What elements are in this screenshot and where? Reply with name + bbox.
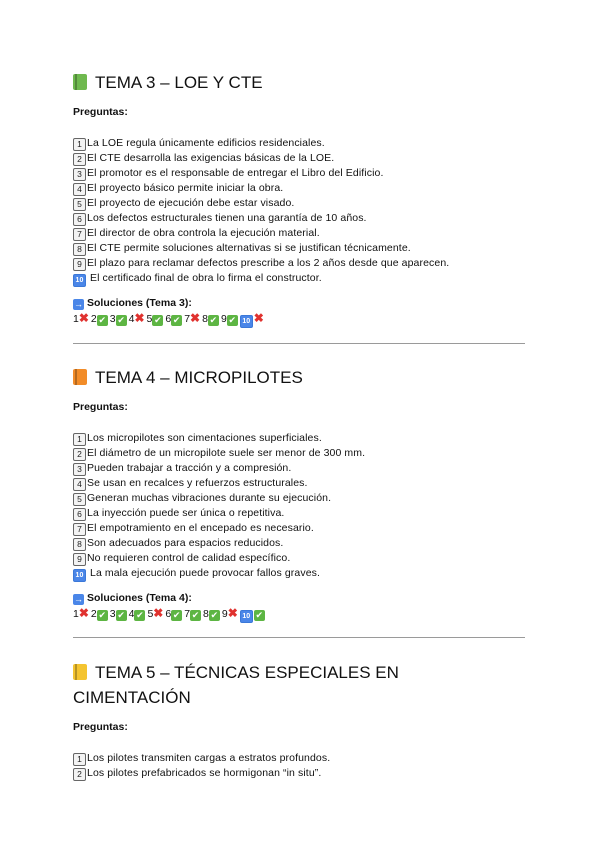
number-keycap-icon: 1 (73, 753, 86, 766)
question-text: No requieren control de calidad específico. (87, 552, 291, 564)
question-item (73, 491, 528, 506)
question-text: La inyección puede ser única o repetitiva. (87, 507, 285, 519)
answer-number: 4 (128, 313, 135, 325)
solutions-label: Soluciones (Tema 3): (87, 297, 192, 309)
answer-number: 7 (184, 608, 191, 620)
question-text: El promotor es el responsable de entregar el Libro del Edificio. (87, 167, 384, 179)
cross-mark-icon: ✖ (134, 311, 145, 325)
answer-number: 6 (165, 608, 172, 620)
question-text: Los pilotes transmiten cargas a estratos profundos. (87, 752, 331, 764)
section-heading (73, 365, 528, 390)
number-keycap-icon: 1 (73, 433, 86, 446)
question-text: Generan muchas vibraciones durante su ejecución. (87, 492, 332, 504)
question-item (73, 211, 528, 226)
question-item (73, 551, 528, 566)
number-keycap-icon: 5 (73, 493, 86, 506)
question-text: Pueden trabajar a tracción y a compresión. (87, 462, 292, 474)
answer-item (165, 607, 182, 621)
answer-item (184, 607, 201, 621)
question-item (73, 476, 528, 491)
answer-item (73, 311, 89, 326)
question-item (73, 446, 528, 461)
question-text: La LOE regula únicamente edificios residenciales. (87, 137, 325, 149)
answer-number: 9 (220, 313, 227, 325)
answer-number: 4 (128, 608, 135, 620)
question-text: El diámetro de un micropilote suele ser menor de 300 mm. (87, 447, 366, 459)
question-item (73, 196, 528, 211)
question-text: Los defectos estructurales tienen una garantía de 10 años. (87, 212, 367, 224)
section-heading (73, 660, 433, 710)
number-keycap-icon: 5 (73, 198, 86, 211)
answer-item (221, 312, 238, 326)
section-divider (73, 343, 525, 344)
answer-number: 9 (221, 608, 228, 620)
questions-label: Preguntas: (73, 106, 128, 118)
cross-mark-icon: ✖ (190, 311, 201, 325)
cross-mark-icon: ✖ (153, 606, 164, 620)
answer-key (73, 606, 528, 623)
solutions-heading (73, 296, 528, 310)
question-text: El CTE desarrolla las exigencias básicas de la LOE. (87, 152, 335, 164)
number-keycap-icon: 9 (73, 553, 86, 566)
answer-number: 1 (73, 608, 79, 620)
question-text: El proyecto de ejecución debe estar visado. (87, 197, 295, 209)
answer-number: 5 (147, 608, 154, 620)
check-mark-icon: ✔ (154, 315, 162, 325)
question-text: El empotramiento en el encepado es necesario. (87, 522, 314, 534)
answer-item (110, 312, 127, 326)
section-title: TEMA 5 – TÉCNICAS ESPECIALES EN CIMENTACIÓN (73, 663, 399, 707)
number-keycap-icon: 6 (73, 508, 86, 521)
question-item (73, 766, 528, 781)
answer-item (110, 607, 127, 621)
answer-item (240, 607, 265, 623)
cross-mark-icon: ✖ (78, 606, 89, 620)
question-text: La mala ejecución puede provocar fallos graves. (90, 567, 320, 579)
answer-number: 3 (109, 608, 116, 620)
number-keycap-icon: 10 (240, 610, 253, 623)
answer-number: 5 (146, 313, 153, 325)
answer-number: 8 (202, 313, 208, 325)
check-mark-icon: ✔ (98, 610, 107, 620)
question-item (73, 751, 528, 766)
check-mark-icon: ✔ (228, 315, 237, 325)
check-mark-icon: ✔ (117, 610, 125, 620)
answer-item (147, 606, 163, 621)
answer-item (203, 607, 220, 621)
question-text: El proyecto básico permite iniciar la obra. (87, 182, 284, 194)
number-keycap-icon: 3 (73, 168, 86, 181)
question-item (73, 271, 528, 287)
number-keycap-icon: 10 (240, 315, 253, 328)
question-text: Los micropilotes son cimentaciones superficiales. (87, 432, 322, 444)
check-mark-icon: ✔ (210, 610, 219, 620)
check-mark-icon: ✔ (172, 610, 181, 620)
number-keycap-icon: 4 (73, 183, 86, 196)
number-keycap-icon: 7 (73, 523, 86, 536)
number-keycap-icon: 2 (73, 448, 86, 461)
question-item (73, 256, 528, 271)
section-title: TEMA 4 – MICROPILOTES (95, 368, 303, 387)
check-mark-icon: ✔ (172, 315, 181, 325)
cross-mark-icon: ✖ (78, 311, 89, 325)
number-keycap-icon: 7 (73, 228, 86, 241)
question-item (73, 431, 528, 446)
section-title: TEMA 3 – LOE Y CTE (95, 73, 263, 92)
answer-item (91, 607, 108, 621)
right-arrow-icon: → (74, 299, 83, 309)
answer-item (91, 312, 108, 326)
answer-number: 8 (203, 608, 209, 620)
number-keycap-icon: 3 (73, 463, 86, 476)
number-keycap-icon: 1 (73, 138, 86, 151)
questions-label: Preguntas: (73, 721, 128, 733)
answer-number: 2 (90, 313, 97, 325)
question-item (73, 241, 528, 256)
check-mark-icon: ✔ (255, 610, 264, 620)
question-item (73, 181, 528, 196)
answer-number: 3 (109, 313, 116, 325)
section-tema (73, 70, 528, 328)
section-tema (73, 365, 528, 623)
answer-key (73, 311, 528, 328)
question-list (73, 431, 528, 582)
question-item (73, 461, 528, 476)
number-keycap-icon: 8 (73, 243, 86, 256)
question-list (73, 136, 528, 287)
answer-item (129, 311, 145, 326)
question-text: Son adecuados para espacios reducidos. (87, 537, 284, 549)
question-item (73, 566, 528, 582)
answer-number: 6 (165, 313, 172, 325)
answer-item (73, 606, 89, 621)
question-text: El certificado final de obra lo firma el constructor. (90, 272, 322, 284)
yellow-book-icon (73, 664, 87, 680)
questions-label: Preguntas: (73, 401, 128, 413)
answer-number: 2 (90, 608, 97, 620)
check-mark-icon: ✔ (98, 315, 107, 325)
number-keycap-icon: 9 (73, 258, 86, 271)
check-mark-icon: ✔ (136, 610, 144, 620)
question-text: El plazo para reclamar defectos prescribe a los 2 años desde que aparecen. (87, 257, 450, 269)
question-item (73, 136, 528, 151)
question-text: El director de obra controla la ejecución material. (87, 227, 320, 239)
number-keycap-icon: 10 (73, 569, 86, 582)
question-item (73, 151, 528, 166)
question-item (73, 521, 528, 536)
question-item (73, 166, 528, 181)
answer-number: 7 (184, 313, 191, 325)
number-keycap-icon: 2 (73, 768, 86, 781)
answer-item (240, 311, 264, 328)
question-text: Se usan en recalces y refuerzos estructurales. (87, 477, 308, 489)
cross-mark-icon: ✖ (253, 311, 264, 325)
question-list (73, 751, 528, 781)
check-mark-icon: ✔ (117, 315, 125, 325)
green-book-icon (73, 74, 87, 90)
check-mark-icon: ✔ (191, 610, 200, 620)
number-keycap-icon: 2 (73, 153, 86, 166)
answer-number: 1 (73, 313, 79, 325)
answer-item (202, 312, 219, 326)
solutions-heading (73, 591, 528, 605)
answer-item (184, 311, 200, 326)
question-item (73, 226, 528, 241)
check-mark-icon: ✔ (209, 315, 218, 325)
right-arrow-icon: → (74, 594, 83, 604)
answer-item (222, 606, 238, 621)
orange-book-icon (73, 369, 87, 385)
cross-mark-icon: ✖ (227, 606, 238, 620)
question-item (73, 506, 528, 521)
question-text: Los pilotes prefabricados se hormigonan “in situ”. (87, 767, 322, 779)
section-divider (73, 637, 525, 638)
question-text: El CTE permite soluciones alternativas si se justifican técnicamente. (87, 242, 411, 254)
answer-item (165, 312, 182, 326)
answer-item (129, 607, 146, 621)
number-keycap-icon: 10 (73, 274, 86, 287)
question-item (73, 536, 528, 551)
section-heading (73, 70, 528, 95)
solutions-label: Soluciones (Tema 4): (87, 592, 192, 604)
number-keycap-icon: 6 (73, 213, 86, 226)
section-tema (73, 660, 528, 781)
number-keycap-icon: 8 (73, 538, 86, 551)
number-keycap-icon: 4 (73, 478, 86, 491)
answer-item (147, 312, 164, 326)
